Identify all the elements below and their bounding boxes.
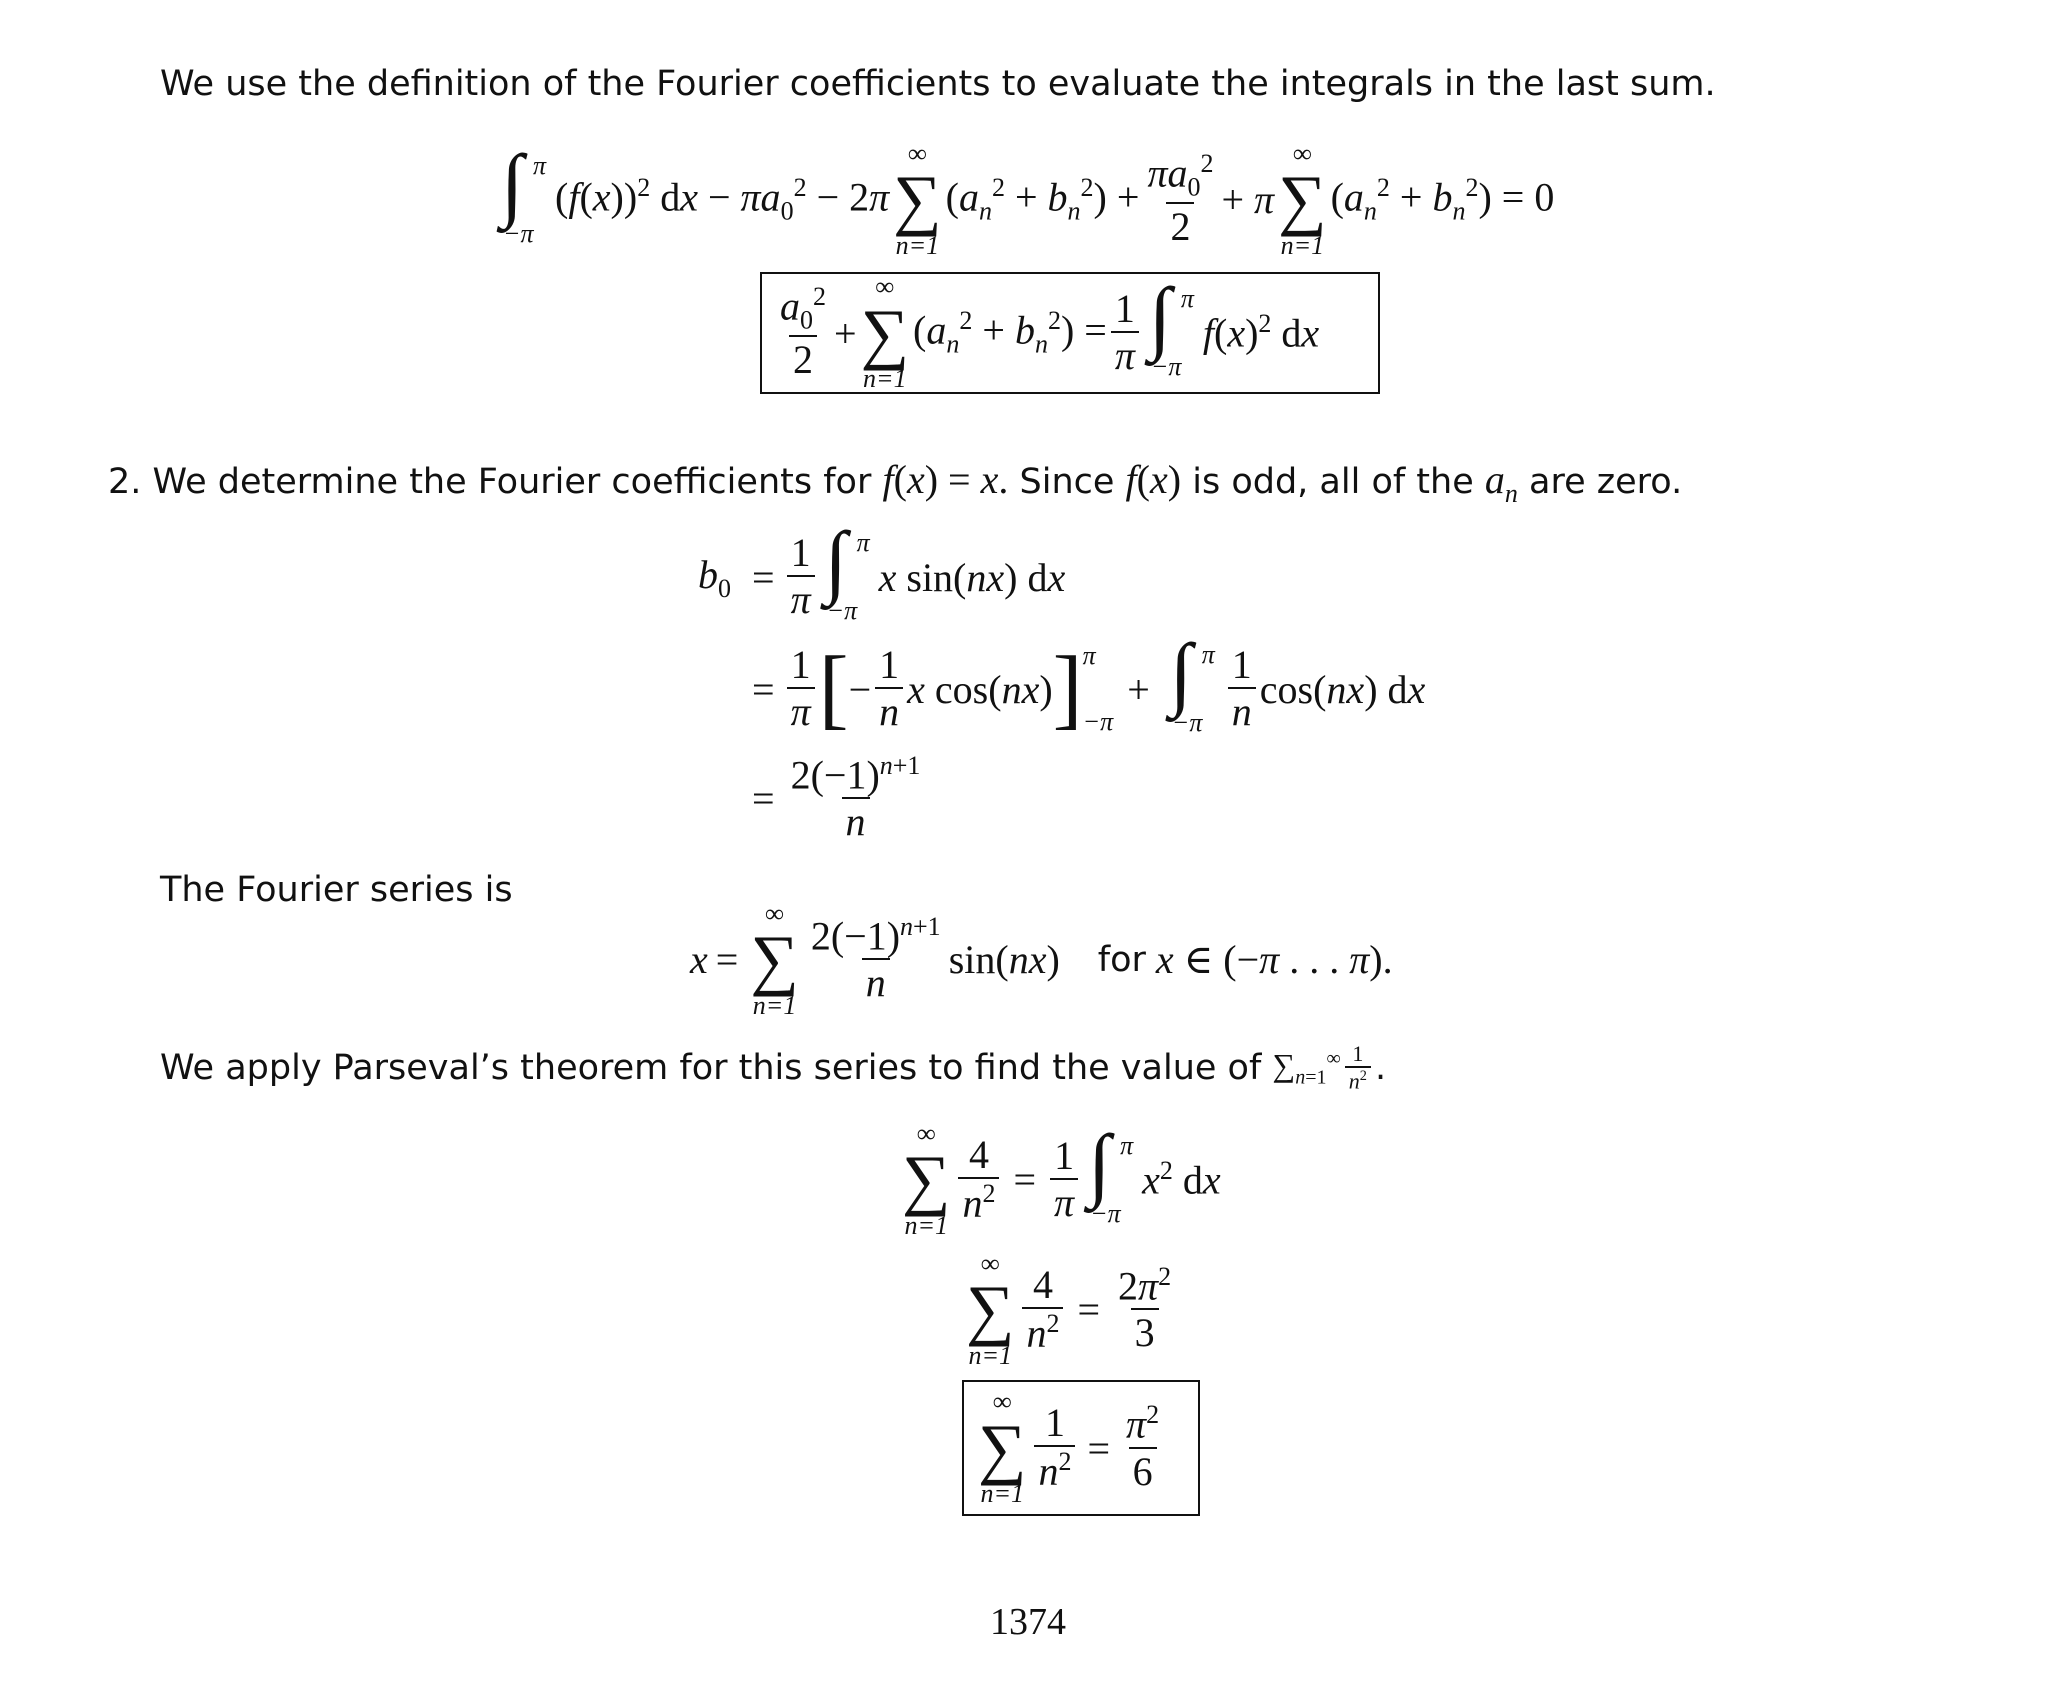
boxed-parseval-identity: $\frac{a_0^2}{2}$ + ∞ ∑ n=1 $(a_n^2 + b_n^2)$ = $\frac{1}{\pi}$ ∫ π −π $f(x)^2$ dx: [760, 272, 1380, 394]
boxed-basel-result: ∞ ∑ n=1 $\frac{1}{n^2}$ = $\frac{\pi^2}{6}$: [962, 1380, 1200, 1516]
b-coefficient-line-3: = $\frac{2(-1)^{n+1}}{n}$: [752, 751, 921, 845]
sum-sign: ∞ ∑ n=1: [893, 139, 942, 260]
integral-sign: ∫ π −π: [501, 137, 547, 248]
item-number: 2.: [108, 462, 142, 502]
parseval-line-1: ∞ ∑ n=1 $\frac{4}{n^2}$ = $\frac{1}{\pi}$ ∫ π −π $x^2$ dx: [902, 1117, 1221, 1240]
fourier-series-equation: x = ∞ ∑ n=1 $\frac{2(-1)^{n+1}}{n}$ sin(nx) for x ∈ (−π . . . π).: [690, 899, 1393, 1020]
equation-integral-expansion: ∫ π −π $(f(x))^2$ dx − $\pi a_0^2 - 2\pi$ ∞ ∑ n=1 $(a_n^2 + b_n^2)$ + $\frac{\pi a_0^2}{2}$ + π ∞ ∑ n=1 $(a_n^2 + b_n^2) = 0$: [501, 137, 1555, 260]
parseval-paragraph: We apply Parseval’s theorem for this series to find the value of $\sum_{n=1}^\infty$ $\frac{1}{n^2}$ .: [160, 1041, 1387, 1094]
b-coefficient-line-2: = $\frac{1}{\pi}$ [ − $\frac{1}{n}$ x cos(nx) ] π −π + ∫ π −π $\frac{1}{n}$ cos(nx) dx: [752, 627, 1426, 738]
b-coefficient-line-1: $b_0$ = $\frac{1}{\pi}$ ∫ π −π x sin(nx) dx: [698, 515, 1066, 625]
parseval-line-2: ∞ ∑ n=1 $\frac{4}{n^2}$ = $\frac{2\pi^2}{3}$: [966, 1249, 1172, 1370]
series-intro: The Fourier series is: [160, 870, 513, 910]
sum-sign: ∞ ∑ n=1: [1278, 139, 1327, 260]
intro-paragraph: We use the definition of the Fourier coefficients to evaluate the integrals in the last sum.: [160, 64, 1716, 104]
page-number: 1374: [990, 1601, 1066, 1643]
item-2-paragraph: 2. We determine the Fourier coefficients for f (x) = x. Since f(x) is odd, all of the $a_n$ are zero.: [108, 457, 1683, 508]
